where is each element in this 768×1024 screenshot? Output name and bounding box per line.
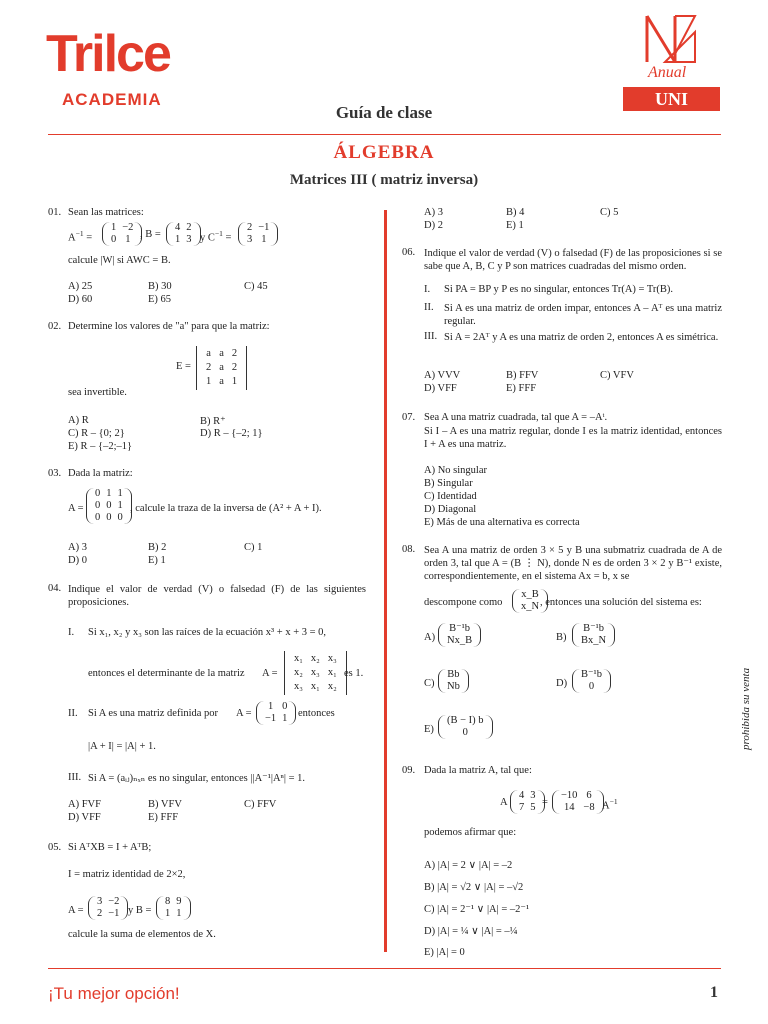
brand-subtitle: ACADEMIA xyxy=(62,90,162,109)
option: D) VFF xyxy=(424,383,457,394)
option: B) 30 xyxy=(148,281,172,292)
matrix-label: A = xyxy=(236,708,252,719)
matrix-rhs: −10 6 14 −8 xyxy=(552,790,604,814)
option: A) VVV xyxy=(424,370,461,381)
item-text: Si PA = BP y P es no singular, entonces Tr(A) = Tr(B). xyxy=(444,284,674,295)
question-number: 07. xyxy=(402,412,416,423)
option: B) |A| = √2 ∨ |A| = –√2 xyxy=(424,882,524,893)
program-year-label: Anual xyxy=(648,64,687,81)
item-roman: III. xyxy=(68,772,82,783)
option-vector: (B − I) b 0 xyxy=(438,715,493,739)
option: E) 1 xyxy=(506,220,524,231)
item-text: Si A = (aᵢⱼ)ₙₓₙ es no singular, entonces ||A⁻¹|Aⁿ| = 1. xyxy=(88,773,306,784)
option: D) |A| = ¼ ∨ |A| = –¼ xyxy=(424,926,518,937)
matrix-label: A = xyxy=(68,503,84,514)
footer-tagline: ¡Tu mejor opción! xyxy=(48,984,180,1003)
header-rule xyxy=(48,134,721,135)
option-label: B) xyxy=(556,632,567,643)
item-text: |A + I| = |A| + 1. xyxy=(88,741,156,752)
subject-title: ÁLGEBRA xyxy=(333,142,435,163)
option-vector: Bb Nb xyxy=(438,669,469,693)
matrix-label: A = xyxy=(262,668,278,679)
question-number: 08. xyxy=(402,544,416,555)
item-text: Si A es una matriz definida por xyxy=(88,708,219,719)
page-number: 1 xyxy=(710,984,718,1001)
matrix-lhs: 4 3 7 5 xyxy=(510,790,545,814)
question-stem: Sea A una matriz cuadrada, tal que A = –Aᵗ. xyxy=(424,412,608,423)
column-divider xyxy=(384,210,387,952)
matrix-label: $A^{-1}$ = xyxy=(68,229,93,244)
option: E) |A| = 0 xyxy=(424,947,465,958)
option: B) FFV xyxy=(506,370,539,381)
option: B) 4 xyxy=(506,207,525,218)
question-stem: Dada la matriz A, tal que: xyxy=(424,765,532,776)
option: E) Más de una alternativa es correcta xyxy=(424,517,580,528)
question-task: calcule la suma de elementos de X. xyxy=(68,929,216,940)
option: A) 3 xyxy=(424,207,443,218)
question-number: 03. xyxy=(48,468,62,479)
question-task: podemos afirmar que: xyxy=(424,827,517,838)
item-text: Si x₁, x₂ y x₃ son las raíces de la ecuación x³ + x + 3 = 0, xyxy=(88,627,327,638)
option: C) |A| = 2⁻¹ ∨ |A| = –2⁻¹ xyxy=(424,904,530,915)
option-label: C) xyxy=(424,678,435,689)
equals-sign: = xyxy=(542,797,548,808)
matrix-b: 4 2 1 3 xyxy=(166,222,201,246)
matrix-label: E = xyxy=(176,361,191,372)
question-task: calcule |W| si AWC = B. xyxy=(68,255,171,266)
matrix-b: 8 9 1 1 xyxy=(156,896,191,920)
matrix-label: y $C^{-1}$ = xyxy=(200,229,232,244)
question-stem: Dada la matriz: xyxy=(68,468,133,479)
option: E) FFF xyxy=(148,812,179,823)
option: E) 65 xyxy=(148,294,172,305)
doc-title: Guía de clase xyxy=(335,103,433,122)
matrix-a: 0 1 1 0 0 1 0 0 0 xyxy=(86,488,132,524)
option: A) 25 xyxy=(68,281,93,292)
option: D) 2 xyxy=(424,220,443,231)
topic-title: Matrices III ( matriz inversa) xyxy=(289,172,479,188)
question-stem: Sean las matrices: xyxy=(68,207,144,218)
option: C) R – {0; 2} xyxy=(68,428,125,439)
matrix-a: 1 0 −1 1 xyxy=(256,701,296,725)
question-stem: Determine los valores de "a" para que la matriz: xyxy=(68,321,270,332)
side-note-text: prohibida su venta xyxy=(740,667,752,750)
option: C) Identidad xyxy=(424,491,477,502)
option: D) Diagonal xyxy=(424,504,477,515)
item-text: es 1. xyxy=(344,668,364,679)
matrix-label: $A^{-1}$ xyxy=(602,797,618,812)
question-stem: Indique el valor de verdad (V) o falsedad (F) de las proposiciones si se sabe que A, B, C y P son matrices cuadradas del mismo orden. xyxy=(424,248,722,272)
item-roman: I. xyxy=(68,627,75,638)
question-number: 01. xyxy=(48,207,62,218)
option: A) |A| = 2 ∨ |A| = –2 xyxy=(424,860,513,871)
question-number: 05. xyxy=(48,842,62,853)
matrix-label: A = xyxy=(68,905,84,916)
footer-rule xyxy=(48,968,721,969)
question-stem: Indique el valor de verdad (V) o falsedad (F) de las siguientes proposiciones. xyxy=(68,584,366,608)
option-label: E) xyxy=(424,724,434,735)
program-badge: UNI xyxy=(623,87,720,111)
option-vector: B⁻¹b Bx_N xyxy=(572,623,615,647)
matrix-e: a a 2 2 a 2 1 a 1 xyxy=(196,346,247,390)
question-text: I = matriz identidad de 2×2, xyxy=(68,869,186,880)
option: E) FFF xyxy=(506,383,537,394)
question-number: 02. xyxy=(48,321,62,332)
matrix-label: A xyxy=(500,797,508,808)
question-stem: Si AᵀXB = I + AᵀB; xyxy=(68,842,152,853)
question-task: sea invertible. xyxy=(68,387,127,398)
option: A) No singular xyxy=(424,465,487,476)
question-number: 06. xyxy=(402,247,416,258)
brand-logo: Trilce xyxy=(46,25,170,83)
option: B) Singular xyxy=(424,478,473,489)
matrix-a: 3 −2 2 −1 xyxy=(88,896,128,920)
ruler-square-icon xyxy=(645,14,697,64)
option: C) FFV xyxy=(244,799,277,810)
option: A) R xyxy=(68,415,89,426)
item-roman: II. xyxy=(424,302,434,313)
question-stem: Si I – A es una matriz regular, donde I es la matriz identidad, entonces I + A es una matriz. xyxy=(424,426,722,450)
option-label: A) xyxy=(424,632,436,643)
option-vector: B⁻¹b Nx_B xyxy=(438,623,481,647)
option: E) 1 xyxy=(148,555,166,566)
item-text: Si A es una matriz de orden impar, entonces A – Aᵀ es una matriz regular. xyxy=(444,303,722,327)
option: C) 45 xyxy=(244,281,268,292)
option: B) VFV xyxy=(148,799,182,810)
determinant-matrix: x₁ x₂ x₃ x₂ x₃ x₁ x₃ x₁ x₂ xyxy=(284,651,347,695)
matrix-label: , B = xyxy=(140,229,161,240)
option: B) 2 xyxy=(148,542,167,553)
matrix-c-inv: 2 −1 3 1 xyxy=(238,222,278,246)
option: C) VFV xyxy=(600,370,634,381)
item-text: entonces xyxy=(298,708,335,719)
question-stem: Sea A una matriz de orden 3 × 5 y B una submatriz cuadrada de A de orden 3, tal que A = (B ⋮ N), donde N es de orden 3 × 2 y B⁻¹ existe, correspondientemente, en el sistema Ax = b, x se xyxy=(424,545,722,582)
question-number: 04. xyxy=(48,583,62,594)
item-text: entonces el determinante de la matriz xyxy=(88,668,245,679)
option: D) R – {–2; 1} xyxy=(200,428,263,439)
option: C) 1 xyxy=(244,542,263,553)
item-roman: II. xyxy=(68,708,78,719)
vector-x: x_B x_N xyxy=(512,589,548,613)
item-roman: I. xyxy=(424,284,431,295)
option: D) VFF xyxy=(68,812,101,823)
option: A) 3 xyxy=(68,542,87,553)
option: D) 0 xyxy=(68,555,87,566)
option: C) 5 xyxy=(600,207,619,218)
option: D) 60 xyxy=(68,294,93,305)
question-number: 09. xyxy=(402,765,416,776)
question-task: , calcule la traza de la inversa de (A² + A + I). xyxy=(130,503,322,514)
matrix-a-inv: 1 −2 0 1 xyxy=(102,222,142,246)
option: E) R – {–2;–1} xyxy=(68,441,133,452)
question-stem: descompone como xyxy=(424,597,503,608)
matrix-label: y B = xyxy=(128,905,152,916)
option: A) FVF xyxy=(68,799,101,810)
option: B) R⁺ xyxy=(200,416,226,427)
item-text: Si A = 2Aᵀ y A es una matriz de orden 2, entonces A es simétrica. xyxy=(444,332,719,343)
option-vector: B⁻¹b 0 xyxy=(572,669,611,693)
item-roman: III. xyxy=(424,331,438,342)
option-label: D) xyxy=(556,678,568,689)
question-stem: , entonces una solución del sistema es: xyxy=(540,597,702,608)
